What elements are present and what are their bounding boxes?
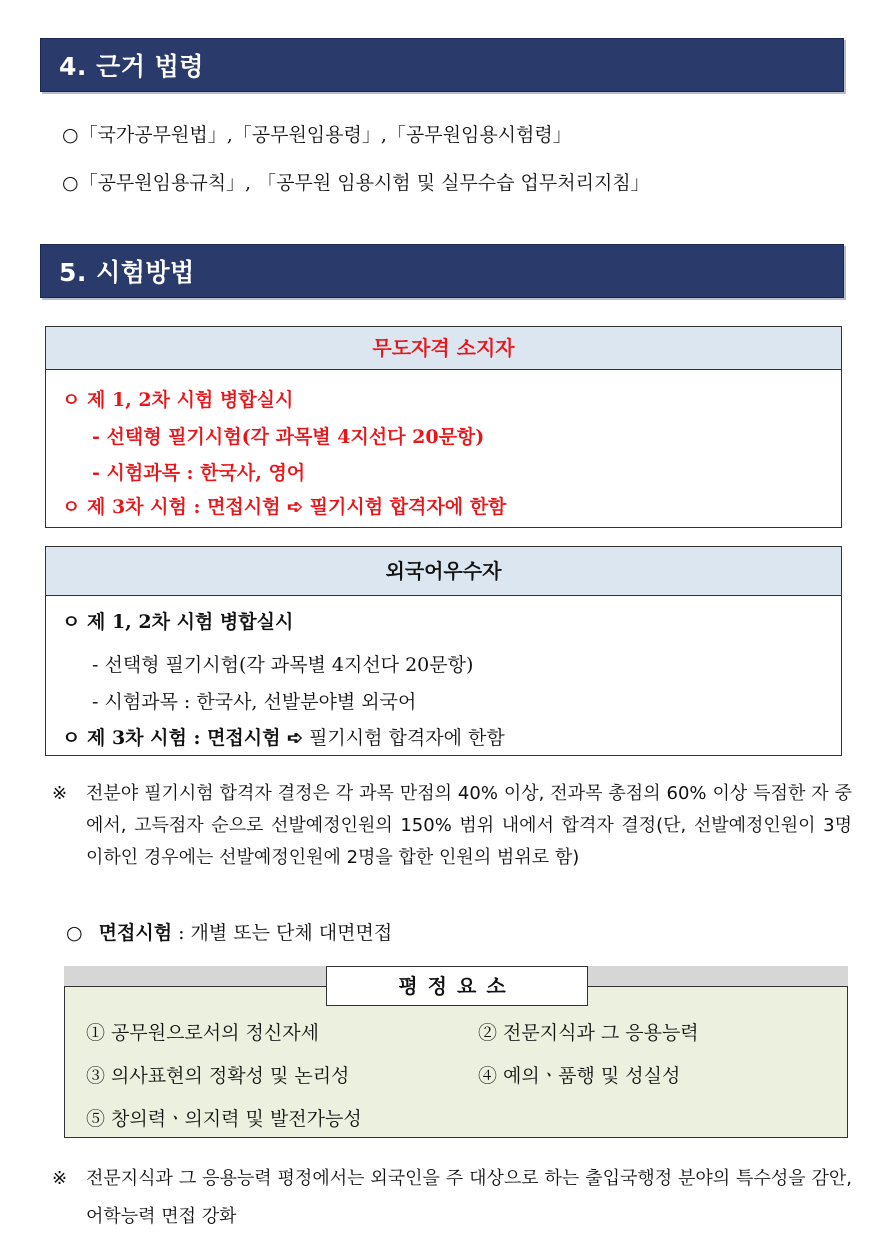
martial-arts-line-2: - 선택형 필기시험(각 과목별 4지선다 20문항) [92,426,485,448]
interview-bullet: ○ [66,922,83,944]
evaluation-item-4: ④ 예의ㆍ품행 및 성실성 [478,1065,681,1087]
evaluation-item-5: ⑤ 창의력ㆍ의지력 및 발전가능성 [86,1108,362,1130]
foreign-language-line-4-rest: 필기시험 합격자에 한함 [303,727,505,749]
section-5-header [40,244,844,298]
interview-note [52,1160,852,1236]
martial-arts-header: 무도자격 소지자 [46,327,841,370]
passing-criteria-text: 전분야 필기시험 합격자 결정은 각 과목 만점의 40% 이상, 전과목 총점의 60% 이상 득점한 자 중에서, 고득점자 순으로 선발예정인원의 150% 범위 내에서 합격자 결정(단, 선발예정인원이 3명 이하인 경우에는 선발예정인원에 2명을 합한 인원의 범위로 함) [86,783,852,868]
evaluation-item-2: ② 전문지식과 그 응용능력 [478,1022,699,1044]
note-mark: ※ [52,783,68,804]
evaluation-item-1: ① 공무원으로서의 정신자세 [86,1022,319,1044]
evaluation-factors [64,966,848,1138]
foreign-language-line-1: ㅇ 제 1, 2차 시험 병합실시 [62,611,294,633]
note-mark-2: ※ [52,1168,68,1189]
martial-arts-line-1: ㅇ 제 1, 2차 시험 병합실시 [62,389,294,411]
martial-arts-line-4: ㅇ 제 3차 시험 : 면접시험 ➪ 필기시험 합격자에 한함 [62,496,507,518]
martial-arts-line-3: - 시험과목 : 한국사, 영어 [92,462,306,484]
foreign-language-header: 외국어우수자 [46,547,841,596]
section-5-title: 5. 시험방법 [59,258,195,287]
interview-note-text: 전문지식과 그 응용능력 평정에서는 외국인을 주 대상으로 하는 출입국행정 분야의 특수성을 감안, 어학능력 면접 강화 [86,1168,852,1227]
law-line-2: ○「공무원임용규칙」, 「공무원 임용시험 및 실무수습 업무처리지침」 [62,172,650,194]
foreign-language-line-3: - 시험과목 : 한국사, 선발분야별 외국어 [92,691,417,713]
foreign-language-line-4-bold: ㅇ 제 3차 시험 : 면접시험 ➪ [62,727,304,749]
passing-criteria-note [52,778,852,874]
foreign-language-line-2: - 선택형 필기시험(각 과목별 4지선다 20문항) [92,654,474,676]
foreign-language-line-4 [62,723,505,750]
section-4-title: 4. 근거 법령 [59,52,204,81]
section-4-header [40,38,844,92]
evaluation-item-3: ③ 의사표현의 정확성 및 논리성 [86,1065,350,1087]
foreign-language-box [45,546,842,756]
interview-label: 면접시험 [98,922,173,944]
martial-arts-box [45,326,842,528]
law-line-1: ○「국가공무원법」,「공무원임용령」,「공무원임용시험령」 [62,124,572,146]
evaluation-title: 평정요소 [326,966,588,1006]
interview-line [66,918,392,945]
interview-text: : 개별 또는 단체 대면면접 [172,922,393,944]
